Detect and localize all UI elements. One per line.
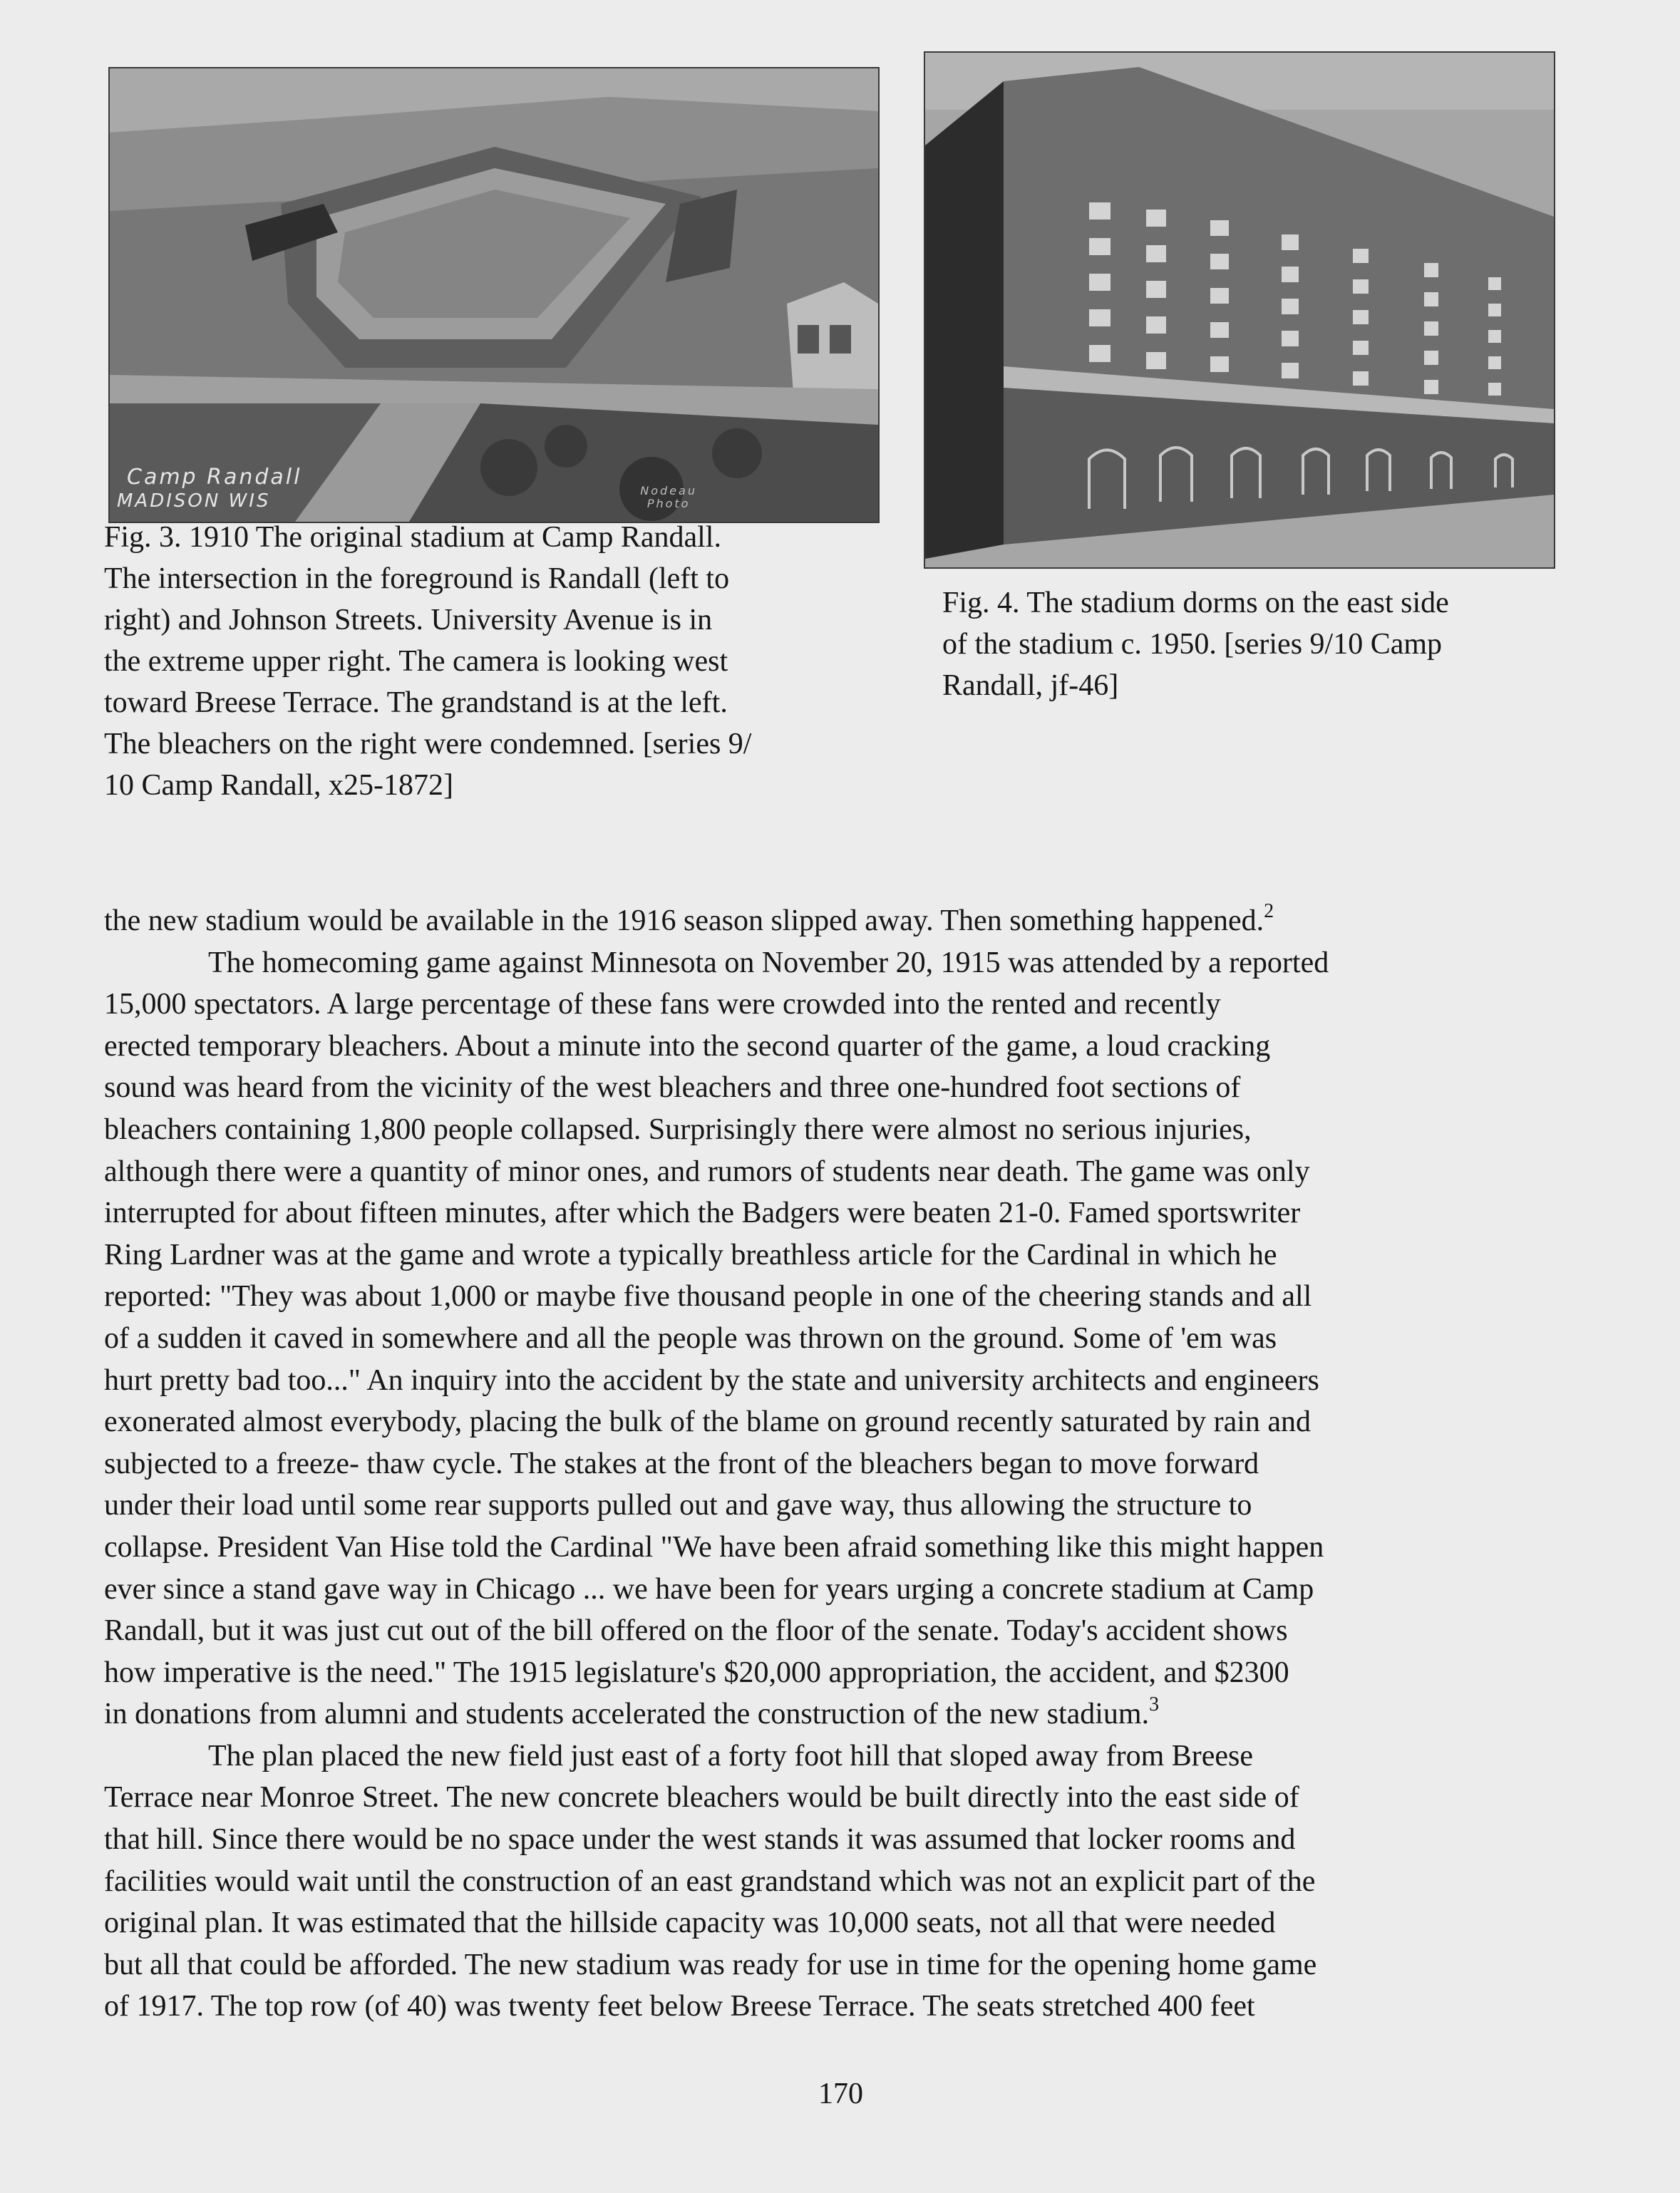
body-line: 15,000 spectators. A large percentage of these fans were crowded into the rented and recently [104, 988, 1221, 1021]
body-line: that hill. Since there would be no space under the west stands it was assumed that locker rooms and [104, 1823, 1296, 1857]
photo-inscription-line-2: MADISON WIS [117, 490, 271, 512]
body-line: Randall, but it was just cut out of the bill offered on the floor of the senate. Today's accident shows [104, 1614, 1288, 1648]
body-line: ever since a stand gave way in Chicago ... we have been for years urging a concrete stadium at Camp [104, 1572, 1314, 1606]
caption-line: 10 Camp Randall, x25-1872] [104, 769, 453, 802]
paragraph-first-line: The homecoming game against Minnesota on November 20, 1915 was attended by a reported [208, 946, 1329, 979]
body-line: Terrace near Monroe Street. The new concrete bleachers would be built directly into the east side of [104, 1781, 1299, 1815]
body-line: of a sudden it caved in somewhere and all the people was thrown on the ground. Some of 'em was [104, 1321, 1277, 1355]
body-line: but all that could be afforded. The new stadium was ready for use in time for the opening home game [104, 1948, 1317, 1981]
body-line [104, 900, 1601, 942]
figure-4-caption [942, 582, 1449, 706]
body-line: under their load until some rear supports pulled out and gave way, thus allowing the structure to [104, 1489, 1252, 1522]
caption-line: The intersection in the foreground is Randall (left to [104, 562, 730, 595]
body-line: Ring Lardner was at the game and wrote a typically breathless article for the Cardinal in which he [104, 1238, 1277, 1271]
body-line: subjected to a freeze- thaw cycle. The stakes at the front of the bleachers began to move forward [104, 1447, 1259, 1480]
paragraph-first-line: The plan placed the new field just east of a forty foot hill that sloped away from Breese [208, 1739, 1254, 1773]
dorm-windows [925, 53, 1554, 567]
body-line [104, 1693, 1601, 1735]
caption-line: of the stadium c. 1950. [series 9/10 Camp [942, 628, 1443, 661]
footnote-marker: 3 [1149, 1693, 1160, 1716]
body-line: facilities would wait until the construction of an east grandstand which was not an explicit part of the [104, 1864, 1316, 1898]
body-line: collapse. President Van Hise told the Cardinal "We have been afraid something like this might happen [104, 1530, 1324, 1564]
body-line: interrupted for about fifteen minutes, after which the Badgers were beaten 21-0. Famed sportswriter [104, 1197, 1301, 1230]
caption-line: the extreme upper right. The camera is looking west [104, 645, 728, 678]
caption-line: toward Breese Terrace. The grandstand is at the left. [104, 686, 728, 719]
body-line: how imperative is the need." The 1915 legislature's $20,000 appropriation, the accident, and $2300 [104, 1656, 1289, 1689]
body-line: erected temporary bleachers. About a minute into the second quarter of the game, a loud cracking [104, 1029, 1271, 1063]
caption-line: Fig. 4. The stadium dorms on the east side [942, 587, 1449, 619]
page-number: 170 [818, 2078, 863, 2110]
photo-credit-line-2: Photo [646, 497, 691, 510]
figure-4-photo [924, 51, 1555, 569]
caption-line: Randall, jf-46] [942, 669, 1119, 702]
body-line: bleachers containing 1,800 people collapsed. Surprisingly there were almost no serious injuries, [104, 1113, 1252, 1146]
body-line: original plan. It was estimated that the hillside capacity was 10,000 seats, not all that were needed [104, 1906, 1276, 1940]
body-line: although there were a quantity of minor ones, and rumors of students near death. The game was only [104, 1155, 1310, 1188]
figure-3-photo [108, 67, 880, 523]
body-text-span: in donations from alumni and students accelerated the construction of the new stadium. [104, 1698, 1150, 1731]
figure-3-caption [104, 517, 751, 806]
body-line: reported: "They was about 1,000 or maybe five thousand people in one of the cheering stands and all [104, 1280, 1312, 1314]
body-line: hurt pretty bad too..." An inquiry into the accident by the state and university architects and engineers [104, 1363, 1319, 1397]
body-text-span: the new stadium would be available in the 1916 season slipped away. Then something happened. [104, 904, 1264, 937]
caption-line: The bleachers on the right were condemned. [series 9/ [104, 728, 752, 760]
photo-inscription-line-1: Camp Randall [127, 465, 302, 490]
photo-credit-line-1: Nodeau [640, 484, 697, 497]
caption-line: right) and Johnson Streets. University Avenue is in [104, 604, 713, 636]
body-line: sound was heard from the vicinity of the west bleachers and three one-hundred foot sections of [104, 1071, 1241, 1105]
aerial-stadium-image [110, 68, 878, 522]
body-line: exonerated almost everybody, placing the bulk of the blame on ground recently saturated by rain and [104, 1405, 1311, 1439]
body-text [104, 900, 1601, 2028]
body-line: of 1917. The top row (of 40) was twenty feet below Breese Terrace. The seats stretched 400 feet [104, 1990, 1255, 2023]
caption-line: Fig. 3. 1910 The original stadium at Camp Randall. [104, 521, 721, 554]
footnote-marker: 2 [1264, 900, 1274, 922]
photo-credit [640, 485, 697, 510]
